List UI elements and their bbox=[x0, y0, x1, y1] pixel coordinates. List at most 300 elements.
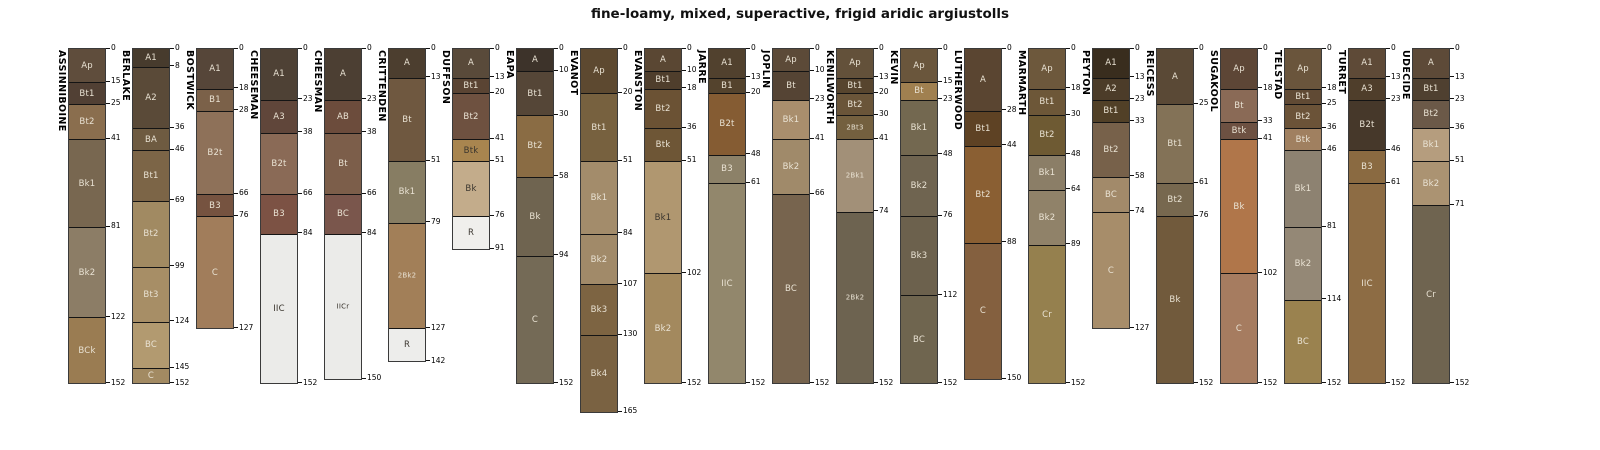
depth-label: 102 bbox=[1263, 267, 1278, 277]
depth-label: 13 bbox=[1135, 71, 1145, 81]
depth-tick bbox=[490, 244, 505, 252]
tick-mark bbox=[874, 76, 878, 77]
depth-tick bbox=[1066, 240, 1081, 248]
depth-label: 48 bbox=[751, 148, 761, 158]
tick-mark bbox=[170, 382, 174, 383]
horizon-label: BC bbox=[336, 209, 350, 220]
horizon-segment bbox=[453, 161, 489, 216]
depth-tick bbox=[746, 150, 761, 158]
tick-mark bbox=[810, 138, 814, 139]
series-label-strip bbox=[1016, 48, 1028, 116]
depth-label: 13 bbox=[751, 71, 761, 81]
depth-tick bbox=[170, 44, 180, 52]
depth-tick bbox=[746, 88, 761, 96]
tick-mark bbox=[106, 48, 110, 49]
horizon-segment bbox=[901, 295, 937, 383]
horizon-label: R bbox=[467, 227, 475, 238]
horizon-segment bbox=[1221, 273, 1257, 383]
depth-label: 23 bbox=[815, 93, 825, 103]
depth-label: 152 bbox=[751, 377, 766, 387]
tick-mark bbox=[1194, 103, 1198, 104]
depth-label: 124 bbox=[175, 316, 190, 326]
horizon-label: Btk bbox=[1231, 125, 1247, 136]
horizon-label: IICr bbox=[336, 302, 350, 311]
tick-mark bbox=[1130, 327, 1134, 328]
tick-mark bbox=[810, 382, 814, 383]
tick-mark bbox=[234, 87, 238, 88]
horizon-segment bbox=[709, 183, 745, 383]
horizon-label: Ap bbox=[849, 58, 861, 69]
horizon-label: A1 bbox=[209, 63, 221, 74]
depth-label: 91 bbox=[495, 243, 505, 253]
horizon-segment bbox=[261, 133, 297, 195]
horizon-segment bbox=[261, 100, 297, 133]
horizon-label: Bt2 bbox=[143, 229, 159, 240]
depth-tick bbox=[362, 95, 377, 103]
depth-tick bbox=[1194, 378, 1213, 386]
depth-label: 61 bbox=[1391, 177, 1401, 187]
horizon-label: Bk bbox=[1169, 295, 1181, 306]
depth-tick bbox=[682, 84, 697, 92]
horizon-label: Bt1 bbox=[463, 80, 479, 91]
series-name-label: TURRET bbox=[1336, 50, 1347, 95]
horizon-label: A bbox=[531, 54, 538, 65]
tick-mark bbox=[490, 92, 494, 93]
horizon-segment bbox=[133, 128, 169, 150]
horizon-label: B3 bbox=[209, 200, 221, 211]
horizon-label: Bt1 bbox=[1423, 83, 1439, 94]
tick-mark bbox=[1002, 241, 1006, 242]
series-label-strip bbox=[184, 48, 196, 111]
depth-label: 0 bbox=[431, 43, 436, 53]
tick-mark bbox=[1066, 188, 1070, 189]
depth-tick bbox=[170, 262, 185, 270]
horizon-label: Bk1 bbox=[78, 178, 96, 189]
depth-label: 23 bbox=[1135, 93, 1145, 103]
depth-tick bbox=[618, 44, 628, 52]
horizon-label: Bk4 bbox=[590, 368, 608, 379]
horizon-label: Bk1 bbox=[398, 187, 416, 198]
horizon-segment bbox=[133, 368, 169, 383]
horizon-label: Ap bbox=[913, 60, 925, 71]
horizon-segment bbox=[1349, 100, 1385, 151]
tick-mark bbox=[1322, 103, 1326, 104]
horizon-segment bbox=[645, 89, 681, 129]
series-name-label: CRITTENDEN bbox=[376, 50, 387, 122]
horizon-segment bbox=[965, 243, 1001, 379]
tick-mark bbox=[1066, 243, 1070, 244]
tick-mark bbox=[1322, 298, 1326, 299]
horizon-segment bbox=[325, 194, 361, 234]
depth-label: 30 bbox=[879, 109, 889, 119]
depth-tick bbox=[810, 66, 825, 74]
horizon-segment bbox=[69, 139, 105, 227]
horizon-label: 2Bk2 bbox=[845, 293, 865, 302]
horizon-segment bbox=[1285, 227, 1321, 300]
tick-mark bbox=[874, 92, 878, 93]
depth-tick bbox=[1258, 378, 1277, 386]
horizon-segment bbox=[1157, 183, 1193, 216]
horizon-segment bbox=[901, 155, 937, 217]
horizon-segment bbox=[645, 71, 681, 89]
tick-mark bbox=[1322, 127, 1326, 128]
depth-tick bbox=[490, 211, 505, 219]
tick-mark bbox=[1322, 382, 1326, 383]
depth-label: 28 bbox=[239, 104, 249, 114]
horizon-label: Ap bbox=[1233, 63, 1245, 74]
horizon-label: Bt2 bbox=[1423, 109, 1439, 120]
depth-tick bbox=[1002, 141, 1017, 149]
series-label-strip bbox=[248, 48, 260, 120]
depth-tick bbox=[490, 44, 500, 52]
soil-column-bar bbox=[964, 48, 1002, 380]
soil-column-bar bbox=[900, 48, 938, 384]
depth-tick bbox=[1066, 150, 1081, 158]
depth-tick bbox=[682, 268, 701, 276]
depth-tick bbox=[426, 156, 441, 164]
horizon-label: IIC bbox=[721, 278, 733, 289]
depth-label: 33 bbox=[1135, 115, 1145, 125]
horizon-label: Bk3 bbox=[590, 304, 608, 315]
depth-label: 76 bbox=[943, 210, 953, 220]
horizon-segment bbox=[389, 223, 425, 329]
depth-tick bbox=[1386, 378, 1405, 386]
horizon-label: B2t bbox=[271, 158, 287, 169]
series-name-label: EVANOT bbox=[568, 50, 579, 96]
horizon-label: A1 bbox=[721, 58, 733, 69]
soil-column-bar bbox=[388, 48, 426, 362]
tick-mark bbox=[426, 48, 430, 49]
tick-mark bbox=[1066, 382, 1070, 383]
series-name-label: ASSINNIBOINE bbox=[56, 50, 67, 132]
horizon-segment bbox=[837, 78, 873, 93]
soil-column-bar bbox=[708, 48, 746, 384]
depth-label: 122 bbox=[111, 311, 126, 321]
depth-tick bbox=[106, 378, 125, 386]
horizon-label: Bt2 bbox=[1039, 130, 1055, 141]
horizon-label: Bt1 bbox=[1103, 105, 1119, 116]
depth-tick bbox=[1066, 110, 1081, 118]
horizon-label: Bt1 bbox=[975, 123, 991, 134]
tick-mark bbox=[298, 131, 302, 132]
depth-label: 51 bbox=[431, 155, 441, 165]
depth-label: 23 bbox=[943, 93, 953, 103]
horizon-label: Bt2 bbox=[463, 111, 479, 122]
horizon-label: A bbox=[979, 74, 986, 85]
horizon-segment bbox=[773, 194, 809, 383]
depth-tick bbox=[170, 363, 189, 371]
series-name-label: KEVIN bbox=[888, 50, 899, 85]
depth-label: 61 bbox=[1199, 177, 1209, 187]
depth-label: 0 bbox=[1455, 43, 1460, 53]
horizon-segment bbox=[133, 201, 169, 267]
horizon-label: Cr bbox=[1426, 289, 1436, 300]
horizon-label: C bbox=[1107, 265, 1115, 276]
horizon-label: Bk3 bbox=[910, 251, 928, 262]
tick-mark bbox=[1258, 87, 1262, 88]
tick-mark bbox=[874, 114, 878, 115]
tick-mark bbox=[1386, 98, 1390, 99]
depth-tick bbox=[1322, 378, 1341, 386]
horizon-segment bbox=[133, 322, 169, 368]
horizon-segment bbox=[1093, 100, 1129, 122]
horizon-label: Bk2 bbox=[654, 323, 672, 334]
horizon-segment bbox=[325, 234, 361, 379]
depth-tick bbox=[746, 73, 761, 81]
depth-label: 114 bbox=[1327, 294, 1342, 304]
horizon-segment bbox=[1221, 89, 1257, 122]
depth-tick bbox=[1322, 295, 1341, 303]
tick-mark bbox=[1130, 175, 1134, 176]
depth-tick bbox=[746, 178, 761, 186]
depth-label: 145 bbox=[175, 362, 190, 372]
depth-label: 46 bbox=[175, 144, 185, 154]
tick-mark bbox=[810, 98, 814, 99]
depth-tick bbox=[810, 95, 825, 103]
horizon-label: 2Bt3 bbox=[846, 123, 864, 132]
tick-mark bbox=[938, 153, 942, 154]
series-name-label: MARMARTH bbox=[1016, 50, 1027, 116]
horizon-label: Cr bbox=[1042, 309, 1052, 320]
tick-mark bbox=[1066, 114, 1070, 115]
tick-mark bbox=[554, 114, 558, 115]
horizon-label: Bk1 bbox=[590, 192, 608, 203]
horizon-label: Ap bbox=[1041, 63, 1053, 74]
depth-label: 18 bbox=[239, 82, 249, 92]
depth-tick bbox=[234, 84, 249, 92]
horizon-label: Bt bbox=[402, 114, 412, 125]
horizon-segment bbox=[901, 82, 937, 100]
horizon-label: Bt1 bbox=[527, 88, 543, 99]
horizon-segment bbox=[69, 317, 105, 383]
depth-label: 10 bbox=[815, 65, 825, 75]
depth-label: 88 bbox=[1007, 236, 1017, 246]
tick-mark bbox=[938, 98, 942, 99]
depth-tick bbox=[682, 378, 701, 386]
horizon-segment bbox=[133, 150, 169, 201]
horizon-segment bbox=[773, 71, 809, 100]
series-name-label: BERLAKE bbox=[120, 50, 131, 102]
horizon-label: Btk bbox=[463, 145, 479, 156]
series-label-strip bbox=[824, 48, 836, 125]
depth-tick bbox=[426, 73, 441, 81]
depth-tick bbox=[938, 44, 948, 52]
tick-mark bbox=[1386, 382, 1390, 383]
tick-mark bbox=[682, 272, 686, 273]
depth-label: 23 bbox=[367, 93, 377, 103]
tick-mark bbox=[1386, 149, 1390, 150]
depth-tick bbox=[362, 189, 377, 197]
horizon-label: B3 bbox=[1361, 161, 1373, 172]
horizon-segment bbox=[1093, 177, 1129, 212]
horizon-segment bbox=[389, 78, 425, 162]
horizon-label: A bbox=[1171, 71, 1178, 82]
tick-mark bbox=[1002, 109, 1006, 110]
tick-mark bbox=[426, 76, 430, 77]
horizon-segment bbox=[901, 100, 937, 155]
depth-tick bbox=[1130, 207, 1145, 215]
depth-label: 18 bbox=[1327, 82, 1337, 92]
horizon-segment bbox=[69, 104, 105, 139]
depth-label: 20 bbox=[879, 87, 889, 97]
depth-tick bbox=[1322, 44, 1332, 52]
tick-mark bbox=[1130, 76, 1134, 77]
series-name-label: TELSTAD bbox=[1272, 50, 1283, 100]
horizon-segment bbox=[581, 49, 617, 93]
horizon-label: B3 bbox=[273, 209, 285, 220]
depth-tick bbox=[810, 134, 825, 142]
horizon-label: B2t bbox=[719, 119, 735, 130]
horizon-segment bbox=[517, 71, 553, 115]
horizon-segment bbox=[965, 49, 1001, 111]
horizon-label: B1 bbox=[209, 94, 221, 105]
depth-tick bbox=[298, 95, 313, 103]
horizon-label: IIC bbox=[273, 303, 285, 314]
tick-mark bbox=[1450, 382, 1454, 383]
series-label-strip bbox=[632, 48, 644, 112]
depth-label: 0 bbox=[623, 43, 628, 53]
horizon-label: Bk1 bbox=[910, 122, 928, 133]
depth-tick bbox=[1450, 44, 1460, 52]
tick-mark bbox=[426, 221, 430, 222]
horizon-label: Bk1 bbox=[654, 212, 672, 223]
depth-label: 0 bbox=[239, 43, 244, 53]
horizon-segment bbox=[1221, 49, 1257, 89]
depth-tick bbox=[490, 73, 505, 81]
horizon-label: C bbox=[531, 314, 539, 325]
depth-label: 0 bbox=[879, 43, 884, 53]
depth-tick bbox=[1258, 44, 1268, 52]
soil-column-bar bbox=[68, 48, 106, 384]
depth-label: 48 bbox=[943, 148, 953, 158]
horizon-segment bbox=[389, 328, 425, 361]
horizon-segment bbox=[901, 216, 937, 295]
horizon-segment bbox=[965, 146, 1001, 243]
soil-column-bar bbox=[1412, 48, 1450, 384]
horizon-label: IIC bbox=[1361, 278, 1373, 289]
horizon-label: Bt1 bbox=[591, 122, 607, 133]
tick-mark bbox=[298, 232, 302, 233]
horizon-segment bbox=[1413, 100, 1449, 129]
horizon-segment bbox=[261, 49, 297, 100]
tick-mark bbox=[490, 138, 494, 139]
soil-column-bar bbox=[452, 48, 490, 250]
columns-row bbox=[56, 43, 1470, 416]
horizon-label: BC bbox=[784, 284, 798, 295]
depth-tick bbox=[1130, 95, 1145, 103]
depth-tick bbox=[1386, 145, 1401, 153]
horizon-label: BA bbox=[144, 134, 158, 145]
depth-tick bbox=[682, 156, 697, 164]
tick-mark bbox=[298, 193, 302, 194]
horizon-label: BC bbox=[1104, 189, 1118, 200]
depth-tick bbox=[1322, 222, 1337, 230]
horizon-label: C bbox=[147, 370, 155, 381]
horizon-segment bbox=[1093, 212, 1129, 329]
depth-label: 84 bbox=[623, 228, 633, 238]
depth-tick bbox=[938, 378, 957, 386]
depth-label: 28 bbox=[1007, 104, 1017, 114]
horizon-segment bbox=[1349, 49, 1385, 78]
depth-label: 8 bbox=[175, 60, 180, 70]
depth-label: 152 bbox=[1071, 377, 1086, 387]
depth-tick bbox=[746, 44, 756, 52]
depth-label: 152 bbox=[175, 377, 190, 387]
tick-mark bbox=[1322, 87, 1326, 88]
tick-mark bbox=[490, 48, 494, 49]
depth-label: 66 bbox=[303, 188, 313, 198]
horizon-label: Bk2 bbox=[910, 180, 928, 191]
depth-label: 23 bbox=[303, 93, 313, 103]
depth-tick bbox=[490, 134, 505, 142]
horizon-label: B3 bbox=[721, 164, 733, 175]
tick-mark bbox=[170, 65, 174, 66]
tick-mark bbox=[106, 382, 110, 383]
series-name-label: UDECIDE bbox=[1400, 50, 1411, 100]
depth-tick bbox=[1194, 178, 1209, 186]
horizon-segment bbox=[581, 234, 617, 285]
tick-mark bbox=[234, 48, 238, 49]
tick-mark bbox=[1322, 226, 1326, 227]
depth-label: 18 bbox=[687, 82, 697, 92]
depth-tick bbox=[874, 207, 889, 215]
horizon-segment bbox=[1285, 89, 1321, 104]
soil-column-bar bbox=[580, 48, 618, 413]
horizon-label: Bk1 bbox=[1294, 183, 1312, 194]
horizon-label: C bbox=[979, 306, 987, 317]
depth-tick bbox=[618, 407, 637, 415]
depth-tick bbox=[234, 189, 249, 197]
tick-mark bbox=[938, 382, 942, 383]
horizon-segment bbox=[1285, 300, 1321, 384]
depth-label: 25 bbox=[1199, 98, 1209, 108]
tick-mark bbox=[362, 98, 366, 99]
horizon-label: Bt bbox=[1234, 100, 1244, 111]
depth-label: 10 bbox=[559, 65, 569, 75]
depth-label: 25 bbox=[1327, 98, 1337, 108]
depth-tick bbox=[554, 44, 564, 52]
tick-mark bbox=[106, 316, 110, 317]
tick-mark bbox=[618, 232, 622, 233]
horizon-label: Ap bbox=[1297, 63, 1309, 74]
tick-mark bbox=[426, 360, 430, 361]
horizon-label: Ap bbox=[593, 65, 605, 76]
depth-tick bbox=[1002, 374, 1021, 382]
horizon-label: Bt2 bbox=[655, 103, 671, 114]
tick-mark bbox=[362, 232, 366, 233]
depth-label: 152 bbox=[111, 377, 126, 387]
series-label-strip bbox=[1208, 48, 1220, 113]
tick-mark bbox=[746, 153, 750, 154]
depth-tick bbox=[1194, 211, 1209, 219]
depth-label: 58 bbox=[1135, 170, 1145, 180]
horizon-segment bbox=[709, 93, 745, 155]
horizon-label: Btk bbox=[655, 139, 671, 150]
depth-label: 74 bbox=[1135, 206, 1145, 216]
tick-mark bbox=[1322, 48, 1326, 49]
horizon-segment bbox=[1029, 89, 1065, 115]
depth-label: 152 bbox=[1327, 377, 1342, 387]
depth-tick bbox=[170, 123, 185, 131]
tick-mark bbox=[426, 160, 430, 161]
depth-label: 152 bbox=[687, 377, 702, 387]
depth-label: 10 bbox=[687, 65, 697, 75]
depth-tick bbox=[234, 106, 249, 114]
depth-tick bbox=[1322, 84, 1337, 92]
horizon-segment bbox=[645, 128, 681, 161]
depth-label: 81 bbox=[111, 221, 121, 231]
tick-mark bbox=[1130, 120, 1134, 121]
